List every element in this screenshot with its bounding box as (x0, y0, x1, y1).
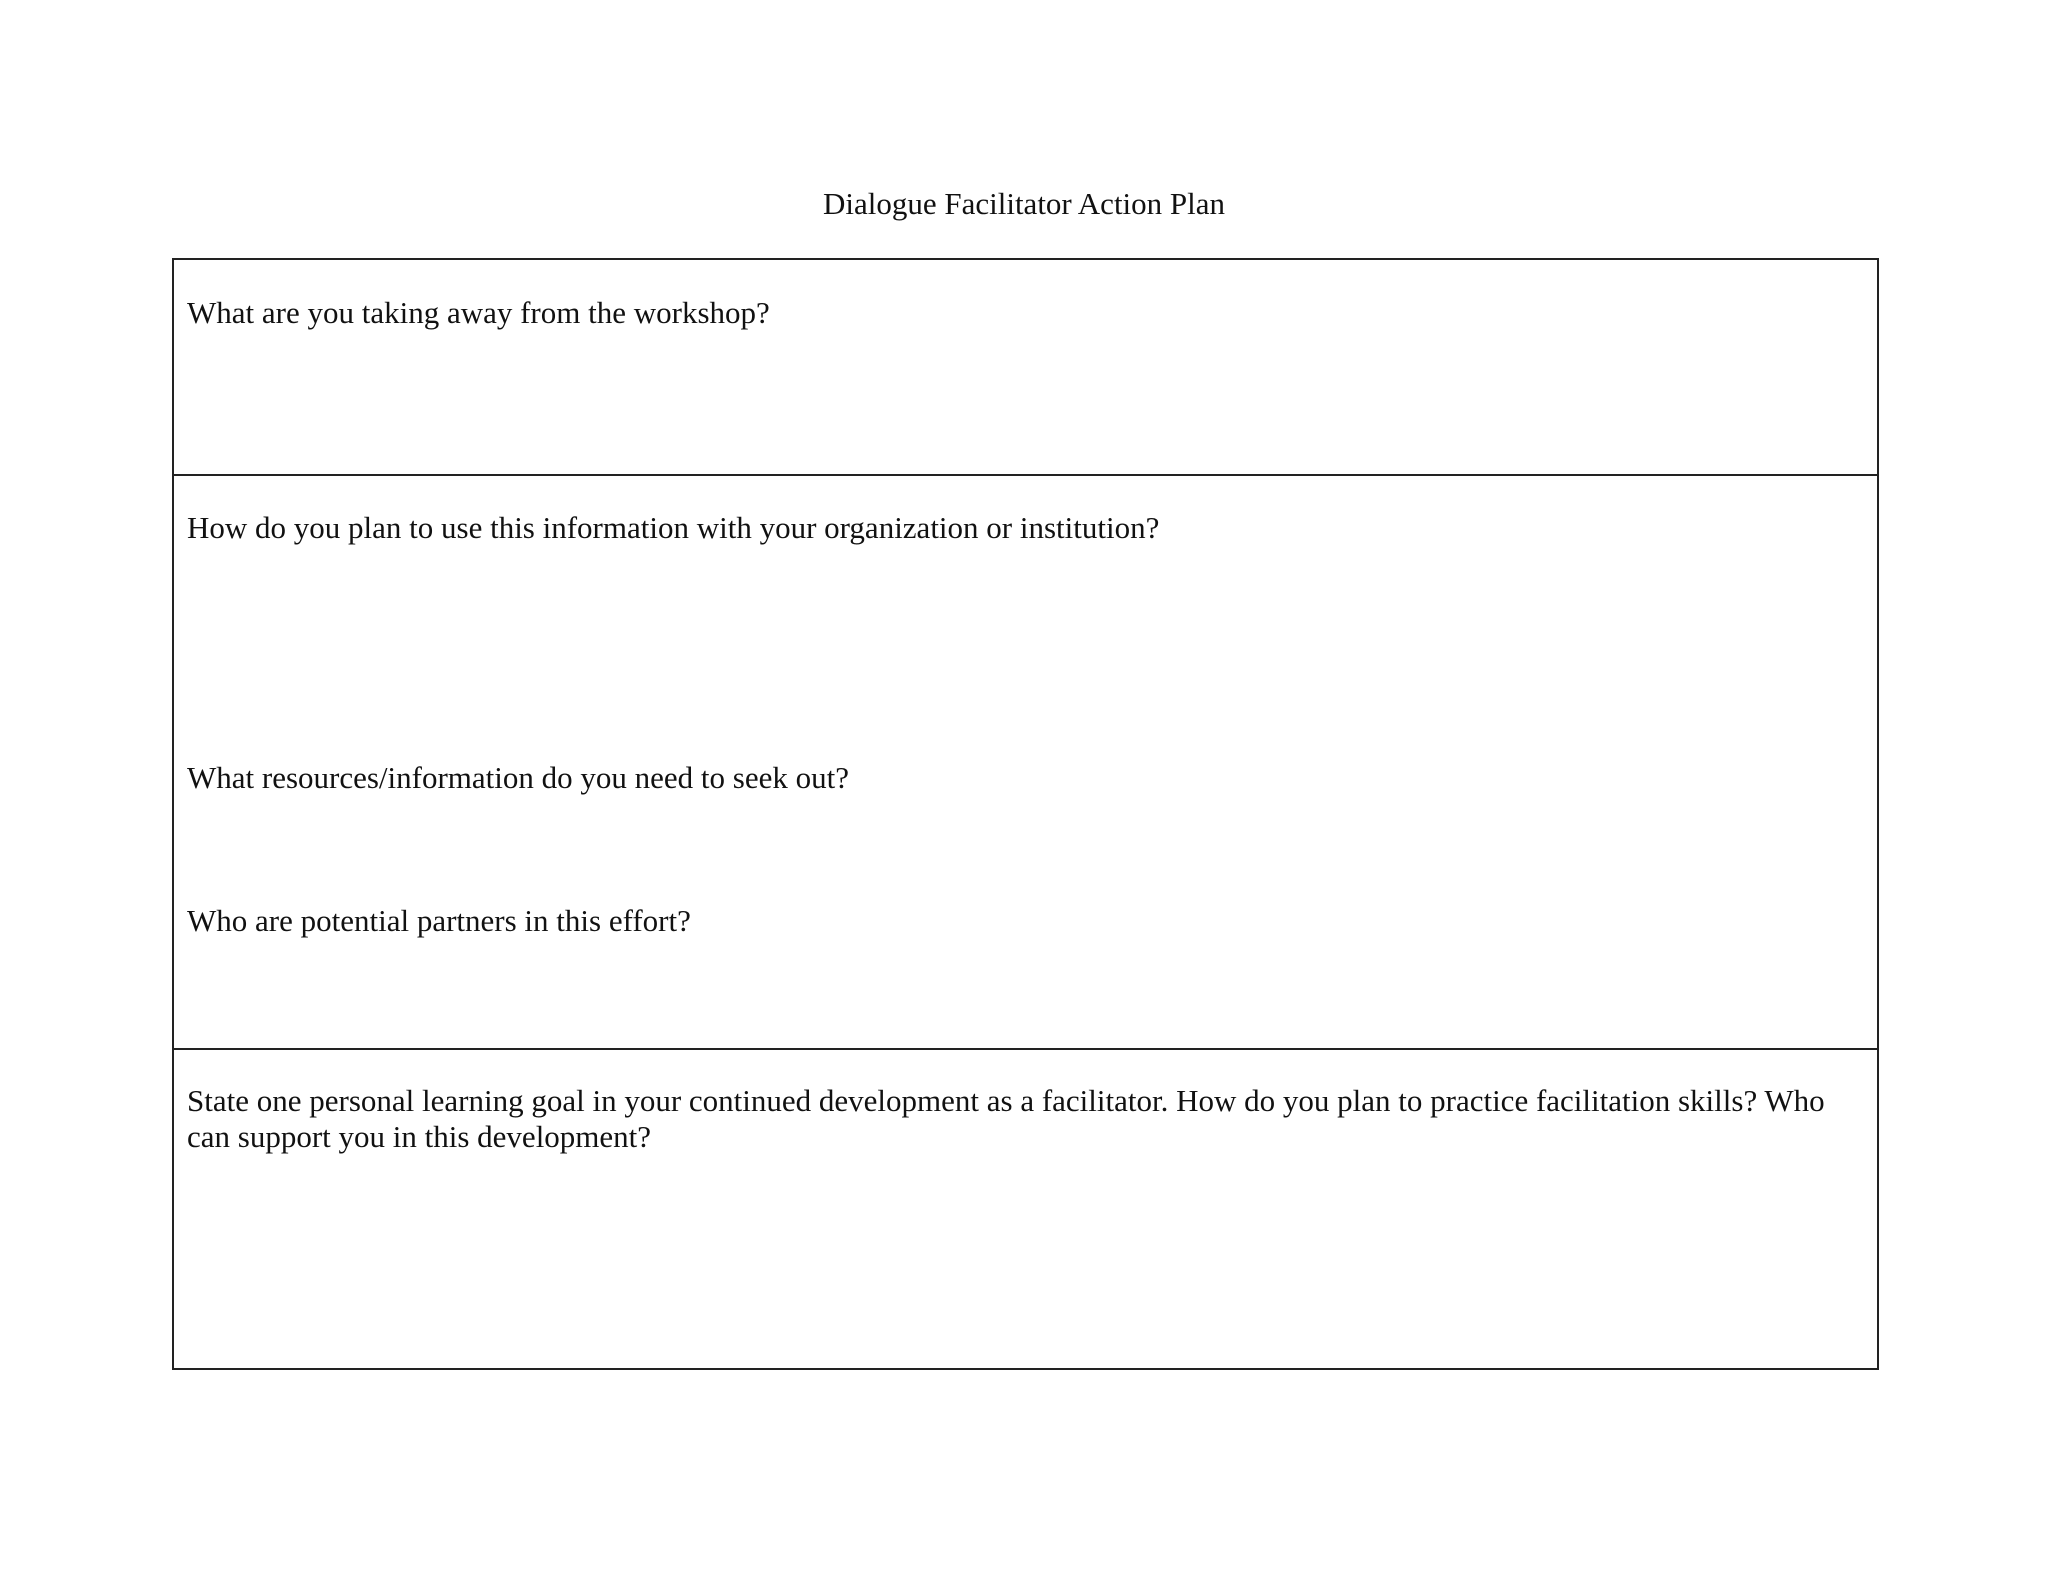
question-takeaways: What are you taking away from the workshop? (187, 295, 770, 330)
question-learning-goal: State one personal learning goal in your continued development as a facilitator. How do you plan to practice facilitation skills? Who can support you in this development? (187, 1083, 1825, 1154)
question-resources: What resources/information do you need to seek out? (187, 760, 849, 795)
table-row-application[interactable] (174, 476, 1877, 1050)
page-title: Dialogue Facilitator Action Plan (822, 186, 1226, 221)
table-row-takeaways[interactable] (174, 260, 1877, 476)
question-use-information: How do you plan to use this information with your organization or institution? (187, 510, 1160, 545)
question-partners: Who are potential partners in this effort? (187, 903, 691, 938)
action-plan-table (172, 258, 1879, 1370)
table-row-learning-goal[interactable] (174, 1050, 1877, 1370)
